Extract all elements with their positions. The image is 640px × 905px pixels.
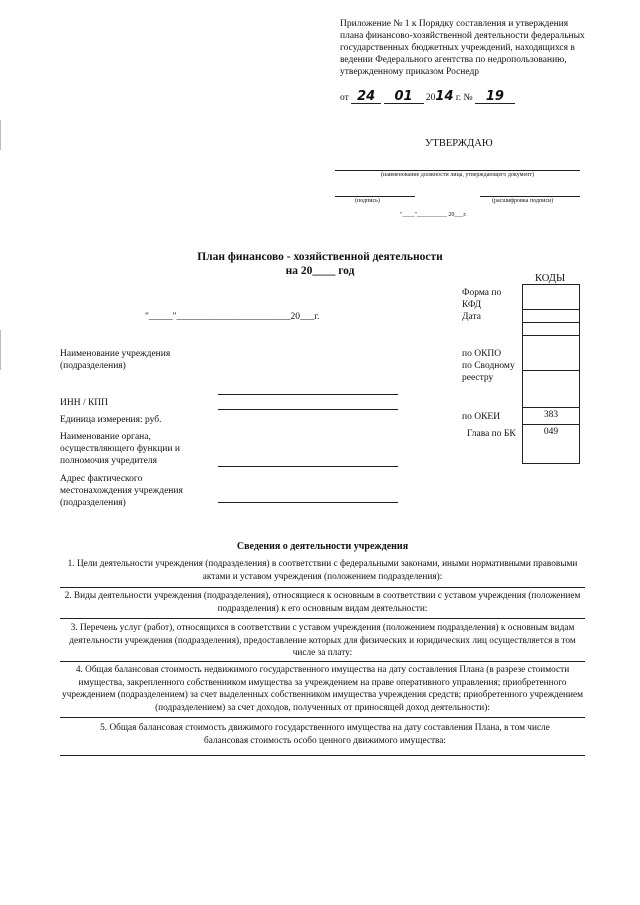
info-line xyxy=(60,755,585,756)
order-day: 24 xyxy=(351,91,381,104)
okei-label: по ОКЕИ xyxy=(462,412,501,422)
position-line xyxy=(335,170,580,171)
order-year: 14 xyxy=(435,89,454,104)
title-line2: на 20____ год xyxy=(285,265,355,277)
bk-value: 049 xyxy=(543,427,559,437)
scan-mark xyxy=(0,120,1,150)
decoding-line xyxy=(480,196,580,197)
field-line xyxy=(218,409,398,410)
annex-order-line xyxy=(340,91,585,107)
document-title xyxy=(150,250,490,278)
unit-label: Единица измерения: руб. xyxy=(60,415,162,425)
info-item-4: 4. Общая балансовая стоимость недвижимого государственного имущества на дату составления Плана (в разрезе стоимости имущества, закрепленного собственником имущества за учреждением на праве оперативного управления; приобретенного учреждением (подразделением) за счет выделенных собственником имущества учреждения средств; приобретенного учреждением (подразделением) за счет доходов, полученных от приносящей доход деятельности): xyxy=(62,665,583,713)
decoding-caption: (расшифровка подписи) xyxy=(492,198,554,204)
code-box-date xyxy=(522,309,580,323)
info-item-3: 3. Перечень услуг (работ), относящихся в соответствии с уставом учреждения (положением подразделения) к основным видам деятельности учреждения (подразделения), предоставление которых для физических и юридических лиц осуществляется в том числе за плату: xyxy=(69,623,576,658)
order-prefix: от xyxy=(340,93,349,103)
signature-line xyxy=(335,196,415,197)
order-number: 19 xyxy=(475,91,515,104)
order-year-suffix: г. № xyxy=(455,93,473,103)
bk-label: Глава по БК xyxy=(467,429,516,439)
approval-date-line: "____"__________ 20___г. xyxy=(400,212,467,218)
registry-label: по Сводному реестру xyxy=(462,361,515,383)
info-item-1: 1. Цели деятельности учреждения (подразделения) в соответствии с федеральными законами, иными нормативными правовыми актами и уставом учреждения (положением подразделения): xyxy=(67,559,578,582)
annex-text: Приложение № 1 к Порядку составления и утверждения плана финансово-хозяйственной деятельности федеральных государственных бюджетных учреждений, находящихся в ведении Федерального агентства по недропользованию, утвержденному приказом Роснедр xyxy=(340,19,585,77)
address-label: Адрес фактического местонахождения учреждения (подразделения) xyxy=(60,474,183,508)
institution-name-label: Наименование учреждения (подразделения) xyxy=(60,349,171,371)
info-item-5: 5. Общая балансовая стоимость движимого государственного имущества на дату составления Плана, в том числе балансовая стоимость особо ценного движимого имущества: xyxy=(100,723,550,746)
order-year-prefix: 20 xyxy=(425,93,436,103)
info-heading: Сведения о деятельности учреждения xyxy=(236,541,409,552)
authority-label: Наименование органа, осуществляющего функции и полномочия учредителя xyxy=(60,432,180,466)
plan-date-line: "_____"________________________20___г. xyxy=(145,312,320,322)
code-box-form xyxy=(522,284,580,310)
info-line xyxy=(60,587,585,588)
title-line1: План финансово - хозяйственной деятельности xyxy=(197,251,443,263)
scan-mark xyxy=(0,330,1,370)
code-box-registry xyxy=(522,370,580,408)
order-month: 01 xyxy=(384,91,424,104)
info-line xyxy=(60,618,585,619)
signature-caption: (подпись) xyxy=(355,198,380,204)
code-box-bk xyxy=(522,424,580,464)
approval-heading: УТВЕРЖДАЮ xyxy=(425,138,493,149)
info-item-2: 2. Виды деятельности учреждения (подразделения), относящиеся к основным в соответствии с уставом учреждения (положением подразделения) к его основным видам деятельности: xyxy=(64,591,581,614)
code-box-okpo xyxy=(522,335,580,371)
field-line xyxy=(218,502,398,503)
position-caption: (наименование должности лица, утверждающего документ) xyxy=(381,172,534,178)
field-line xyxy=(218,466,398,467)
code-box-empty xyxy=(522,322,580,336)
date-label: Дата xyxy=(462,312,481,322)
inn-kpp-label: ИНН / КПП xyxy=(60,398,109,408)
codes-header: КОДЫ xyxy=(535,273,566,284)
info-line xyxy=(60,661,585,662)
form-label: Форма по КФД xyxy=(462,288,502,310)
field-line xyxy=(218,394,398,395)
code-box-okei: 383 xyxy=(522,407,580,425)
info-line xyxy=(60,717,585,718)
okpo-label: по ОКПО xyxy=(462,349,502,359)
